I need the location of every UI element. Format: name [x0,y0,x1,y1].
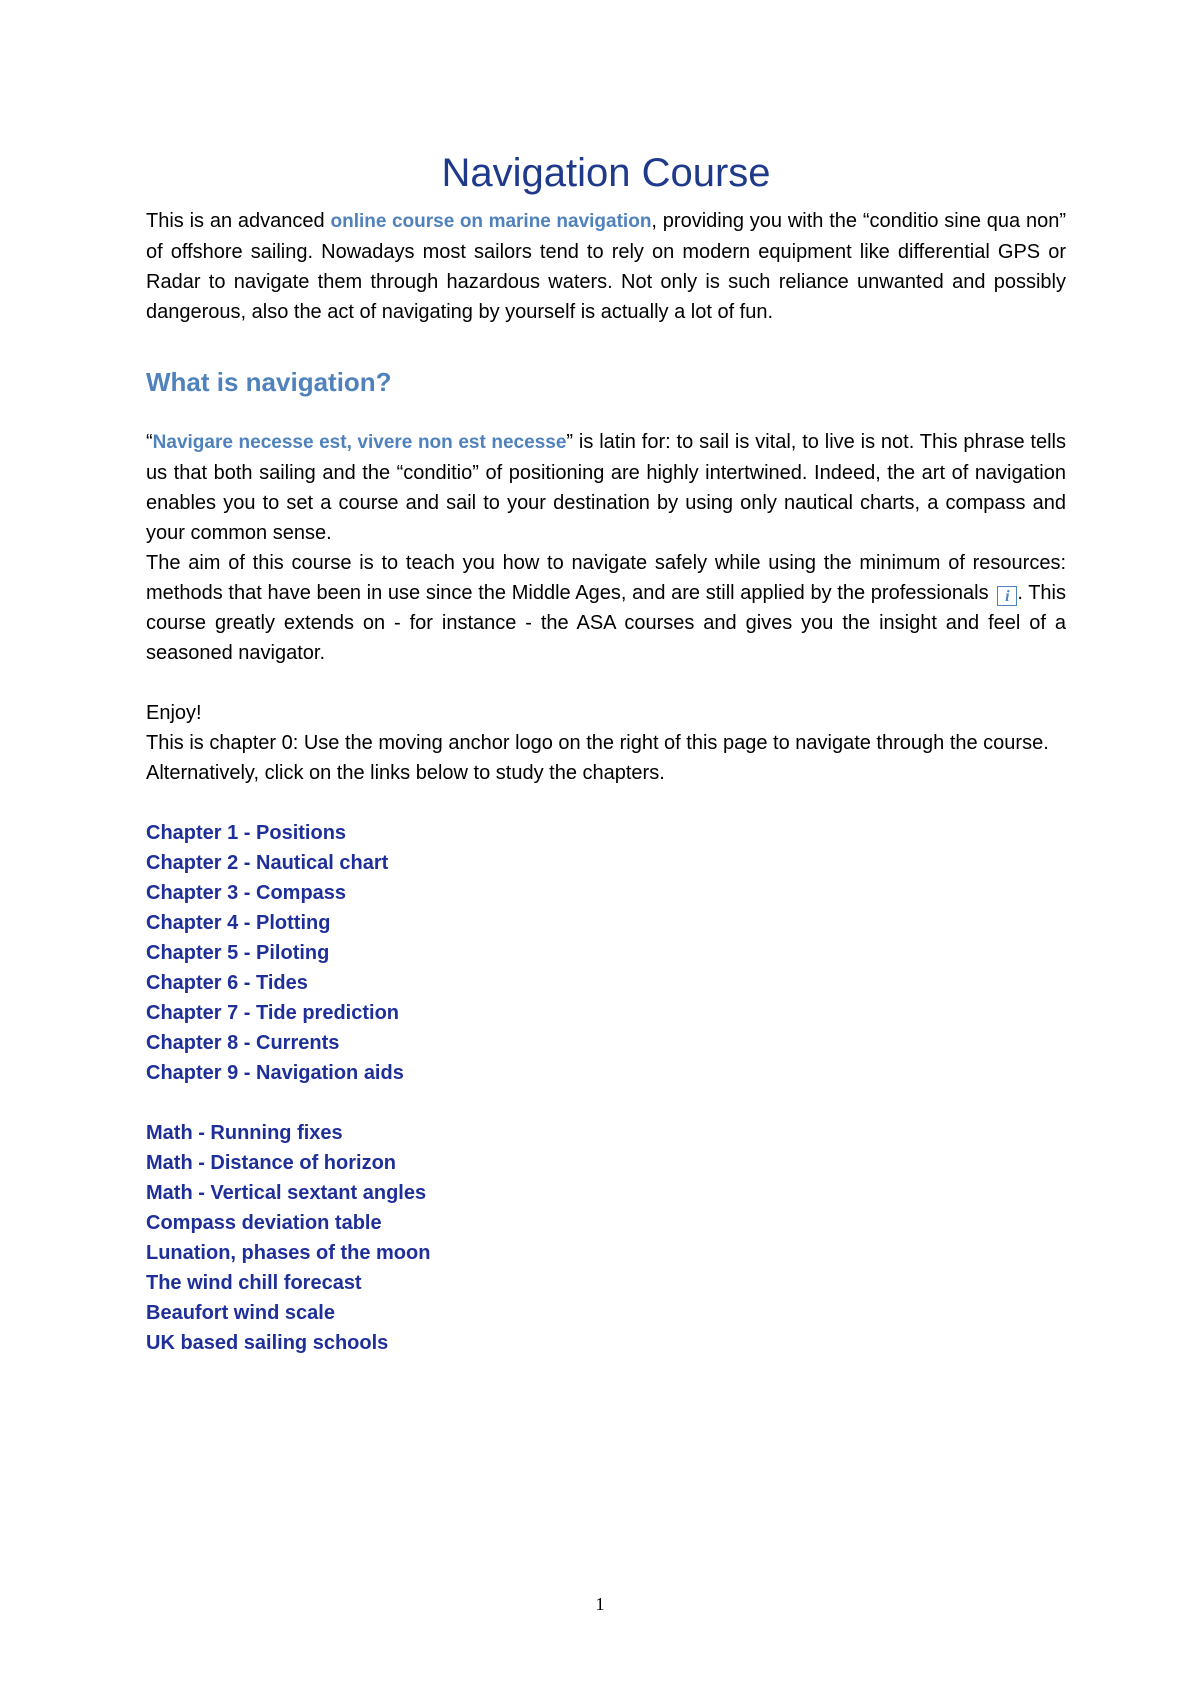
extra-link[interactable]: Beaufort wind scale [146,1302,335,1324]
quote-paragraph [146,427,1066,548]
aim-paragraph [146,548,1066,668]
intro-text-start: This is an advanced [146,210,331,232]
extra-link[interactable]: Compass deviation table [146,1212,382,1234]
chapter-link[interactable]: Chapter 8 - Currents [146,1032,340,1054]
chapter-link[interactable]: Chapter 1 - Positions [146,822,347,844]
extra-link[interactable]: The wind chill forecast [146,1272,362,1294]
page-title: Navigation Course [441,151,771,195]
extra-link[interactable]: Lunation, phases of the moon [146,1242,431,1264]
chapter-link-list [146,818,1066,1088]
latin-quote-link[interactable]: Navigare necesse est, vivere non est necesse [152,432,567,453]
chapter-link[interactable]: Chapter 5 - Piloting [146,942,330,964]
extras-link-list [146,1118,1066,1358]
extra-link[interactable]: Math - Vertical sextant angles [146,1182,427,1204]
chapter-zero-text: This is chapter 0: Use the moving anchor logo on the right of this page to navigate through the course. Alternatively, click on the links below to study the chapters. [146,732,1049,784]
quote-text: ” is latin for: to sail is vital, to live is not. This phrase tells us that both sailing and the “conditio” of positioning are highly intertwined. Indeed, the art of navigation enables you to set a course and sail to your destination by using only nautical charts, a compass and your common sense. [146,431,1066,544]
aim-text-start: The aim of this course is to teach you how to navigate safely while using the minimum of resources: methods that have been in use since the Middle Ages, and are still applied by the professionals [146,552,1066,604]
page-number: 1 [595,1594,605,1614]
online-course-link[interactable]: online course on marine navigation [330,211,652,232]
aim-text-end: . This course greatly extends on - for instance - the ASA courses and gives you the insight and feel of a seasoned navigator. [146,582,1066,664]
chapter-link[interactable]: Chapter 3 - Compass [146,882,347,904]
chapter-link[interactable]: Chapter 4 - Plotting [146,912,331,934]
enjoy-text: Enjoy! [146,702,202,724]
document-page [146,148,1066,1358]
info-icon[interactable]: i [997,586,1017,606]
section-heading: What is navigation? [146,367,392,397]
spacer [146,668,1066,698]
chapter-link[interactable]: Chapter 6 - Tides [146,972,308,994]
extra-link[interactable]: UK based sailing schools [146,1332,389,1354]
intro-paragraph [146,206,1066,327]
spacer [146,788,1066,818]
chapter-link[interactable]: Chapter 7 - Tide prediction [146,1002,399,1024]
quote-open-mark: “ [146,431,153,453]
extra-link[interactable]: Math - Distance of horizon [146,1152,396,1174]
chapter-link[interactable]: Chapter 2 - Nautical chart [146,852,389,874]
extra-link[interactable]: Math - Running fixes [146,1122,343,1144]
chapter-link[interactable]: Chapter 9 - Navigation aids [146,1062,404,1084]
intro-text-end: , providing you with the “conditio sine qua non” of offshore sailing. Nowadays most sailors tend to rely on modern equipment like differential GPS or Radar to navigate them through hazardous waters. Not only is such reliance unwanted and possibly dangerous, also the act of navigating by yourself is actually a lot of fun. [146,210,1066,323]
spacer [146,1088,1066,1118]
